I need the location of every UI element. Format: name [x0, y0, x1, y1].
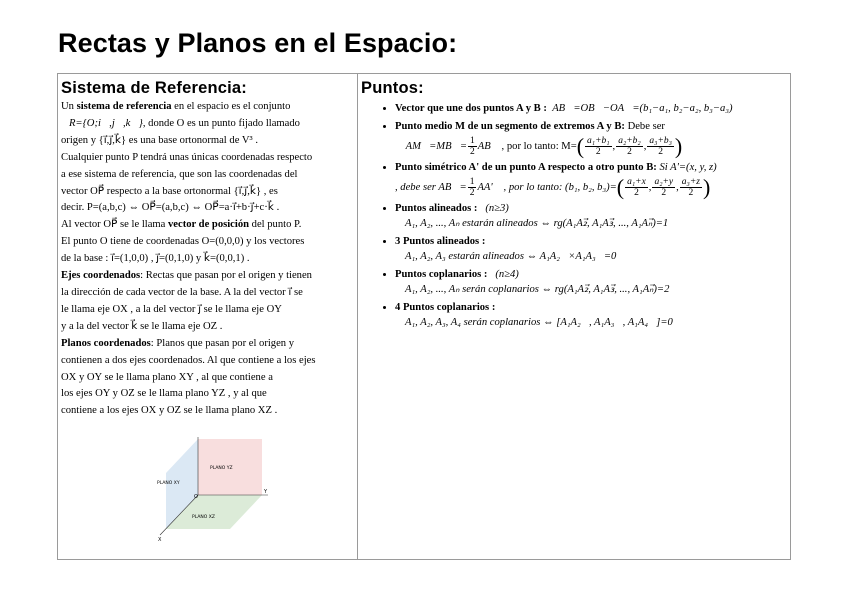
paragraph-origin [61, 234, 355, 268]
paren-open: ( [616, 174, 625, 200]
paren-close: ) [702, 174, 711, 200]
text: Debe ser [624, 121, 665, 132]
denominator: 2 [661, 188, 667, 198]
text: , por lo tanto: M= [498, 140, 577, 152]
list-item: • Punto medio M de un segmento de extremos A y B: Debe ser AM⃗=MB⃗= $\frac{1}{2}$ AB⃗ , por lo tanto: M=( $\frac{\text{a₁+b₁}}{2}$ , $\frac{\text{a₂+b₂}}{2}$ , $\frac{\text{a₃+b₃}}{2}$ ) [395, 119, 789, 157]
item-label: Puntos coplanarios : [395, 269, 488, 280]
formula: A₁, A₂, ..., Aₙ serán coplanarios ⇔ rg(A₁A₂⃗, A₁A₃⃗, ..., A₁Aₙ⃗)=2 [405, 284, 670, 295]
text: la dirección de cada vector de la base. A la del vector i⃗ se [61, 286, 303, 298]
fraction-half [468, 177, 477, 198]
denominator: 2 [469, 188, 475, 198]
coordinate-planes-diagram [148, 437, 278, 543]
text: del punto P. [249, 219, 302, 231]
numerator: a₃+b₃ [649, 136, 672, 146]
text: Al vector OP⃗ se le llama [61, 219, 168, 231]
item-label: Puntos alineados : [395, 203, 478, 214]
text: : Rectas que pasan por el origen y tienen [140, 270, 312, 282]
formula: , debe ser AB⃗= [395, 181, 467, 193]
paragraph-axes [61, 268, 355, 336]
text: y a la del vector k⃗ se le llama eje OZ . [61, 320, 223, 332]
column-divider [357, 74, 358, 559]
numerator: a₂+b₂ [618, 136, 641, 146]
text: contienen a dos ejes coordenados. Al que contiene a los ejes [61, 354, 316, 366]
paren-open: ( [576, 133, 585, 159]
fraction [652, 177, 675, 198]
paren-close: ) [674, 133, 683, 159]
denominator: 2 [634, 188, 639, 198]
text: de la base : i⃗=(1,0,0) , j⃗=(0,1,0) y k⃗=(0,0,1) . [61, 253, 250, 265]
list-item [395, 267, 789, 297]
fraction-half [468, 136, 477, 157]
text: Cualquier punto P tendrá unas únicas coordenadas respecto [61, 151, 313, 163]
bold-term: Planos coordenados [61, 337, 151, 349]
paragraph-planes [61, 336, 355, 421]
list-item [395, 101, 789, 116]
denominator: 2 [688, 188, 694, 198]
axis-x-label: X [158, 537, 162, 543]
plane-yz-label: PLANO YZ [210, 466, 233, 471]
numerator: a₁+b₁ [587, 136, 610, 146]
formula: AA'⃗ , por lo tanto: (b₁, b₂, b₃)= [477, 181, 617, 193]
numerator: a₃+z [681, 177, 700, 187]
section-heading-sistema: Sistema de Referencia: [61, 79, 247, 97]
page-title: Rectas y Planos en el Espacio: [58, 28, 458, 58]
formula: Si A'=(x, y, z) [656, 162, 717, 173]
text: OX y OY se le llama plano XY , al que contiene a [61, 371, 273, 383]
axis-y-label: Y [264, 489, 268, 495]
denominator: 2 [658, 147, 664, 157]
right-column [361, 78, 789, 333]
points-list [361, 101, 789, 330]
formula: AB⃗=OB⃗−OA⃗=(b₁−a₁, b₂−a₂, b₃−a₃) [552, 103, 733, 114]
formula: A₁, A₂, ..., Aₙ estarán alineados ⇔ rg(A₁A₂⃗, A₁A₃⃗, ..., A₁Aₙ⃗)=1 [405, 218, 669, 229]
list-item [395, 300, 789, 330]
bold-term: Ejes coordenados [61, 270, 141, 282]
fraction [585, 136, 612, 157]
bold-term: vector de posición [168, 219, 250, 231]
text: Un [61, 101, 77, 112]
left-column [61, 78, 355, 420]
condition: (n≥4) [495, 269, 519, 280]
numerator: a₁+x [627, 177, 646, 187]
text: vector OP⃗ respecto a la base ortonormal {i⃗,j⃗,k⃗} , es [61, 185, 278, 197]
formula: A₁, A₂, A₃, A₄ serán coplanarios ⇔ [A₁A₂⃗, A₁A₃⃗, A₁A₄⃗]=0 [405, 317, 673, 328]
text: El punto O tiene de coordenadas O=(0,0,0) y los vectores [61, 236, 305, 248]
fraction [680, 177, 702, 198]
numerator: 1 [469, 136, 475, 146]
list-item: • Punto simétrico A' de un punto A respecto a otro punto B: Si A'=(x, y, z) , debe ser AB⃗= $\frac{1}{2}$ AA'⃗ , por lo tanto: (b₁, b₂, b₃)=( $\frac{\text{a₁+x}}{2}$ , $\frac{\text{a₂+y}}{2}$ , $\frac{\text{a₃+z}}{2}$ ) [395, 160, 789, 198]
origin-label: O [194, 494, 198, 500]
numerator: a₂+y [654, 177, 674, 187]
fraction [647, 136, 674, 157]
bold-term: sistema de referencia [76, 101, 172, 112]
condition: (n≥3) [485, 203, 509, 214]
formula: A₁, A₂, A₃ estarán alineados ⇔ A₁A₂⃗×A₁A₃⃗=0⃗ [405, 251, 625, 262]
formula: AM⃗=MB⃗= [405, 140, 467, 152]
item-label: Punto medio M de un segmento de extremos A y B: [395, 121, 625, 132]
list-item [395, 234, 789, 264]
text: origen y {i⃗,j⃗,k⃗} es una base ortonormal de V³ . [61, 134, 258, 146]
text: en el espacio es el conjunto [171, 101, 291, 112]
list-item [395, 201, 789, 231]
text: , donde O es un punto fijado llamado [142, 117, 300, 129]
item-label: Punto simétrico A' de un punto A respecto a otro punto B: [395, 162, 657, 173]
text: contiene a los ejes OX y OZ se le llama plano XZ . [61, 405, 278, 417]
fraction [616, 136, 643, 157]
text: a ese sistema de referencia, que son las coordenadas del [61, 168, 298, 180]
numerator: 1 [469, 177, 475, 187]
formula: decir. P=(a,b,c) ⇔ OP⃗=(a,b,c) ⇔ OP⃗=a·i⃗+b·j⃗+c·k⃗ . [61, 202, 280, 214]
content-table [57, 73, 791, 560]
text: los ejes OY y OZ se le llama plano YZ , y al que [61, 388, 267, 400]
item-label: Vector que une dos puntos A y B : [395, 103, 547, 114]
section-heading-puntos: Puntos: [361, 79, 424, 97]
plane-xz-label: PLANO XZ [192, 515, 215, 520]
denominator: 2 [595, 147, 601, 157]
formula: AB⃗ [477, 140, 499, 152]
plane-xy-label: PLANO XY [157, 481, 180, 486]
fraction [625, 177, 648, 198]
text: le llama eje OX , a la del vector j⃗ se le llama eje OY [61, 303, 282, 315]
paragraph-definition [61, 99, 355, 150]
item-label: 4 Puntos coplanarios : [395, 302, 496, 313]
denominator: 2 [627, 147, 632, 157]
paragraph-coordinates [61, 150, 355, 235]
item-label: 3 Puntos alineados : [395, 236, 486, 247]
denominator: 2 [469, 147, 475, 157]
formula: R={O;i⃗,j⃗,k⃗} [68, 117, 143, 129]
text: : Planos que pasan por el origen y [150, 337, 295, 349]
